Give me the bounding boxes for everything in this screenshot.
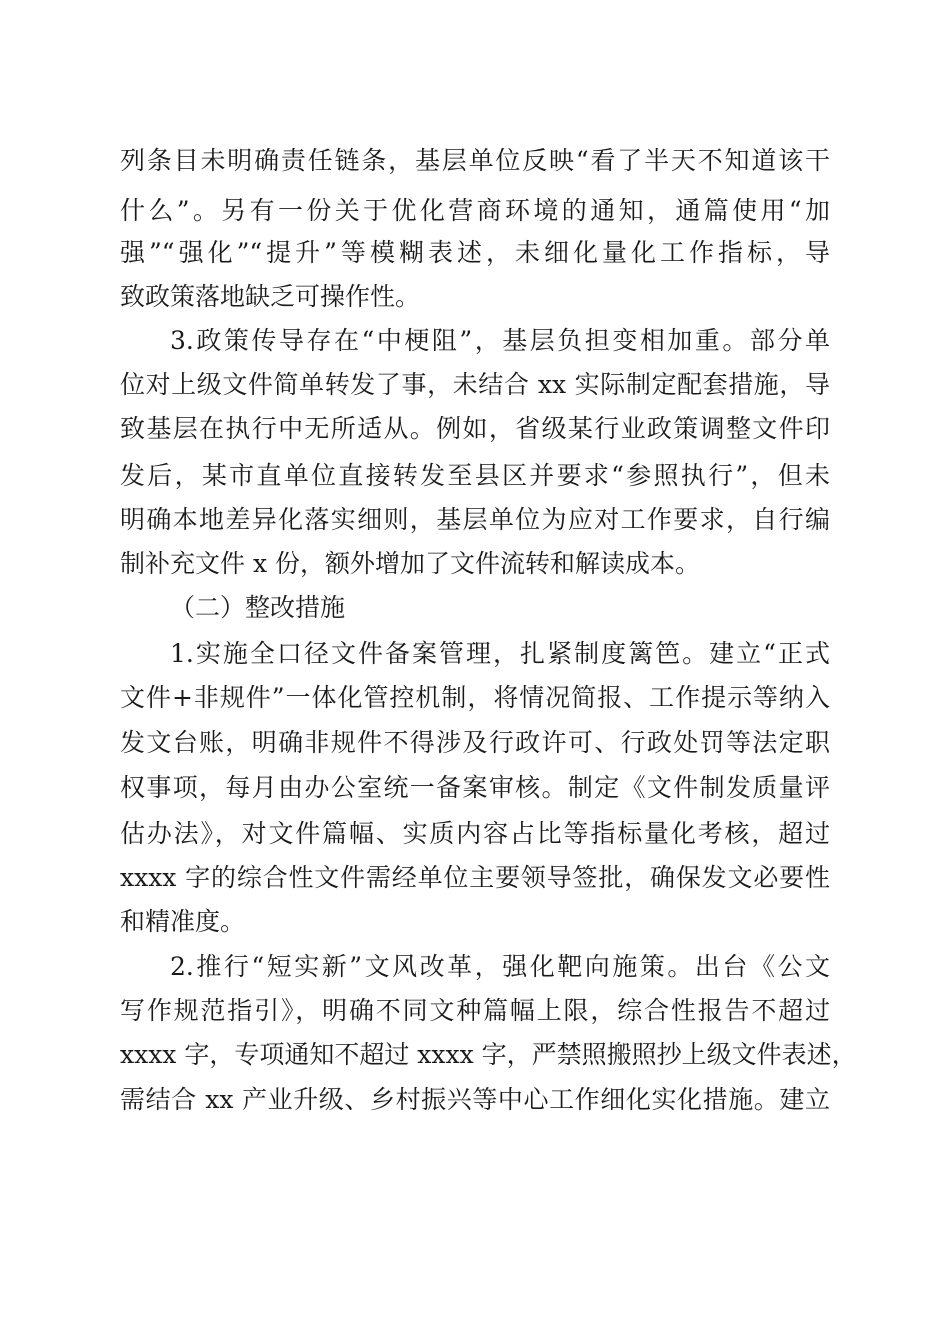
paragraph-line: 文件+非规件”一体化管控机制，将情况简报、工作提示等纳入 bbox=[120, 683, 830, 712]
paragraph-line: 3.政策传导存在“中梗阻”，基层负担变相加重。部分单 bbox=[170, 326, 830, 355]
paragraph-line: 发后，某市直单位直接转发至县区并要求“参照执行”，但未 bbox=[120, 461, 830, 490]
paragraph-line: 位对上级文件简单转发了事，未结合 xx 实际制定配套措施，导 bbox=[120, 370, 830, 399]
paragraph-line: 和精准度。 bbox=[120, 907, 246, 936]
paragraph-line: xxxx 字的综合性文件需经单位主要领导签批，确保发文必要性 bbox=[120, 863, 830, 892]
paragraph-line: 权事项，每月由办公室统一备案审核。制定《文件制发质量评 bbox=[120, 773, 830, 802]
paragraph-line: 1.实施全口径文件备案管理，扎紧制度篱笆。建立“正式 bbox=[170, 639, 830, 668]
paragraph-line: 写作规范指引》，明确不同文种篇幅上限，综合性报告不超过 bbox=[120, 996, 830, 1025]
paragraph-line: 什么”。另有一份关于优化营商环境的通知，通篇使用“加 bbox=[120, 196, 830, 225]
paragraph-line: 估办法》，对文件篇幅、实质内容占比等指标量化考核，超过 bbox=[120, 819, 830, 848]
paragraph-line: 强”“强化”“提升”等模糊表述，未细化量化工作指标，导 bbox=[120, 238, 830, 267]
paragraph-line: 明确本地差异化落实细则，基层单位为应对工作要求，自行编 bbox=[120, 505, 830, 534]
paragraph-line: 列条目未明确责任链条，基层单位反映“看了半天不知道该干 bbox=[120, 146, 830, 175]
paragraph-line: 2.推行“短实新”文风改革，强化靶向施策。出台《公文 bbox=[170, 952, 830, 981]
paragraph-line: 致政策落地缺乏可操作性。 bbox=[120, 282, 421, 311]
paragraph-line: xxxx 字，专项通知不超过 xxxx 字，严禁照搬照抄上级文件表述， bbox=[120, 1040, 857, 1069]
paragraph-line: 致基层在执行中无所适从。例如，省级某行业政策调整文件印 bbox=[120, 414, 830, 443]
section-heading: （二）整改措施 bbox=[170, 593, 346, 622]
paragraph-line: 发文台账，明确非规件不得涉及行政许可、行政处罚等法定职 bbox=[120, 728, 830, 757]
paragraph-line: 制补充文件 x 份，额外增加了文件流转和解读成本。 bbox=[120, 549, 700, 578]
paragraph-line: 需结合 xx 产业升级、乡村振兴等中心工作细化实化措施。建立 bbox=[120, 1085, 830, 1114]
